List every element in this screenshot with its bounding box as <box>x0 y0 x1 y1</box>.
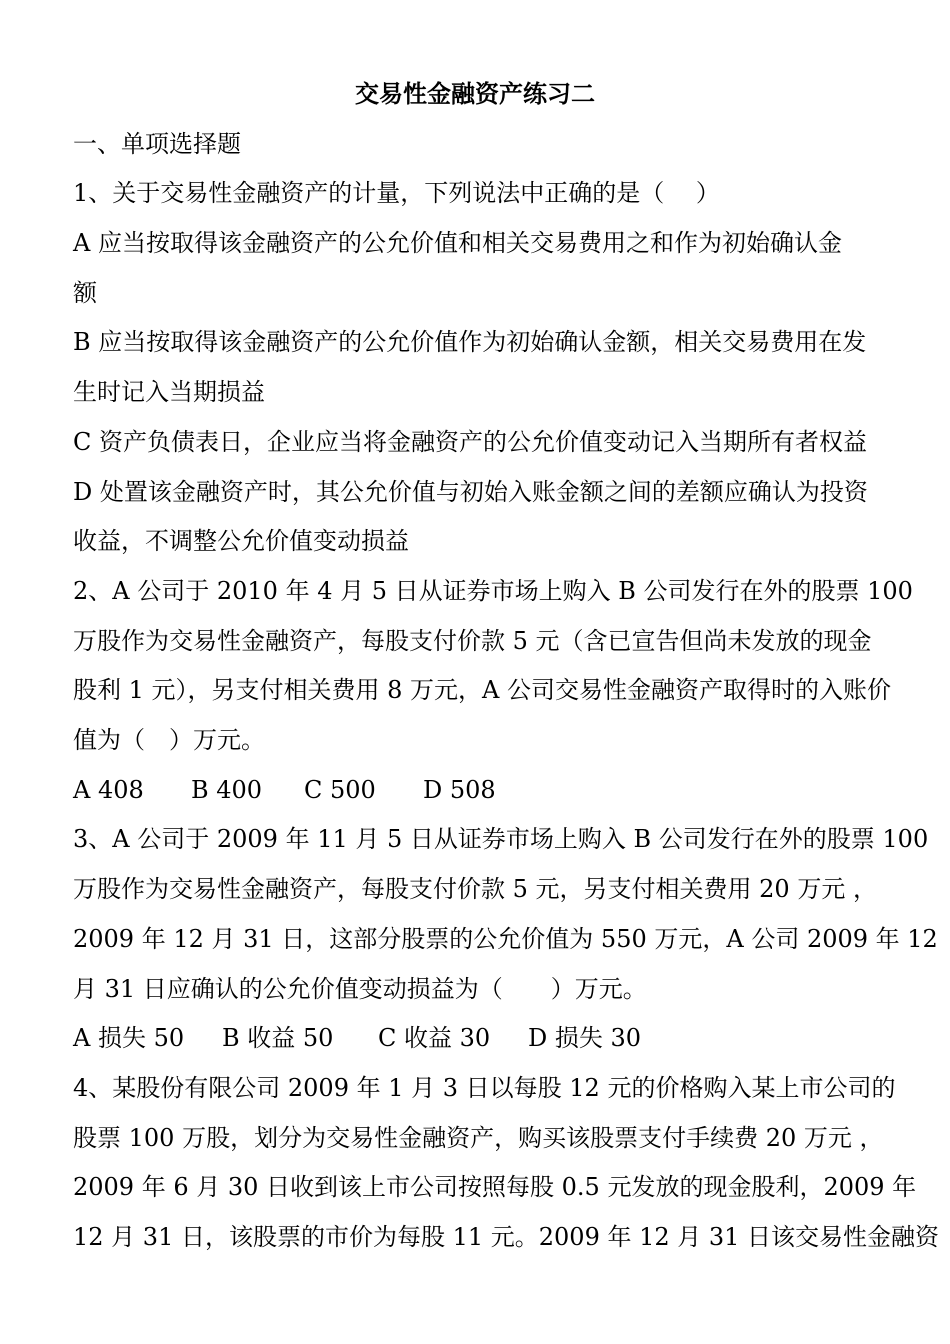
question-1-option-d-cont: 收益，不调整公允价值变动损益 <box>73 527 409 555</box>
question-1-option-b-cont: 生时记入当期损益 <box>73 378 265 406</box>
section-heading: 一、单项选择题 <box>73 130 241 158</box>
question-3-option-b: B 收益 50 <box>222 1024 334 1052</box>
question-3-line: 万股作为交易性金融资产，每股支付价款 5 元，另支付相关费用 20 万元 ， <box>73 875 877 903</box>
question-4-line: 12 月 31 日，该股票的市价为每股 11 元。2009 年 12 月 31 日该交易性金融资 <box>73 1223 940 1251</box>
question-2-line: 值为（ ）万元。 <box>73 726 265 754</box>
question-3-line: 月 31 日应确认的公允价值变动损益为（ ）万元。 <box>73 975 647 1003</box>
question-4-line: 2009 年 6 月 30 日收到该上市公司按照每股 0.5 元发放的现金股利，2009 年 <box>73 1173 917 1201</box>
question-3-option-c: C 收益 30 <box>378 1024 491 1052</box>
question-2-option-b: B 400 <box>191 776 263 804</box>
question-2-line: 万股作为交易性金融资产，每股支付价款 5 元（含已宣告但尚未发放的现金 <box>73 627 872 655</box>
question-1-option-a: A 应当按取得该金融资产的公允价值和相关交易费用之和作为初始确认金 <box>73 229 842 257</box>
question-4-line: 股票 100 万股，划分为交易性金融资产，购买该股票支付手续费 20 万元 ， <box>73 1124 884 1152</box>
question-1-option-c: C 资产负债表日，企业应当将金融资产的公允价值变动记入当期所有者权益 <box>73 428 867 456</box>
document-title: 交易性金融资产练习二 <box>355 79 595 108</box>
question-3-options <box>73 1020 641 1056</box>
question-2-options <box>73 772 496 808</box>
question-2-line: 2、A 公司于 2010 年 4 月 5 日从证券市场上购入 B 公司发行在外的股票 100 <box>73 577 913 605</box>
question-1-option-a-cont: 额 <box>73 279 97 307</box>
question-3-option-d: D 损失 30 <box>528 1024 642 1052</box>
question-1-option-d: D 处置该金融资产时，其公允价值与初始入账金额之间的差额应确认为投资 <box>73 478 868 506</box>
question-2-line: 股利 1 元），另支付相关费用 8 万元，A 公司交易性金融资产取得时的入账价 <box>73 676 892 704</box>
question-1-option-b: B 应当按取得该金融资产的公允价值作为初始确认金额，相关交易费用在发 <box>73 328 867 356</box>
question-1-stem: 1、关于交易性金融资产的计量，下列说法中正确的是（ ） <box>73 179 720 207</box>
question-3-option-a: A 损失 50 <box>73 1024 185 1052</box>
question-3-line: 2009 年 12 月 31 日，这部分股票的公允价值为 550 万元，A 公司 2009 年 12 <box>73 925 938 953</box>
question-2-option-a: A 408 <box>73 776 144 804</box>
question-4-line: 4、某股份有限公司 2009 年 1 月 3 日以每股 12 元的价格购入某上市公司的 <box>73 1074 896 1102</box>
question-2-option-c: C 500 <box>304 776 376 804</box>
question-3-line: 3、A 公司于 2009 年 11 月 5 日从证券市场上购入 B 公司发行在外的股票 100 <box>73 825 929 853</box>
question-2-option-d: D 508 <box>423 776 496 804</box>
